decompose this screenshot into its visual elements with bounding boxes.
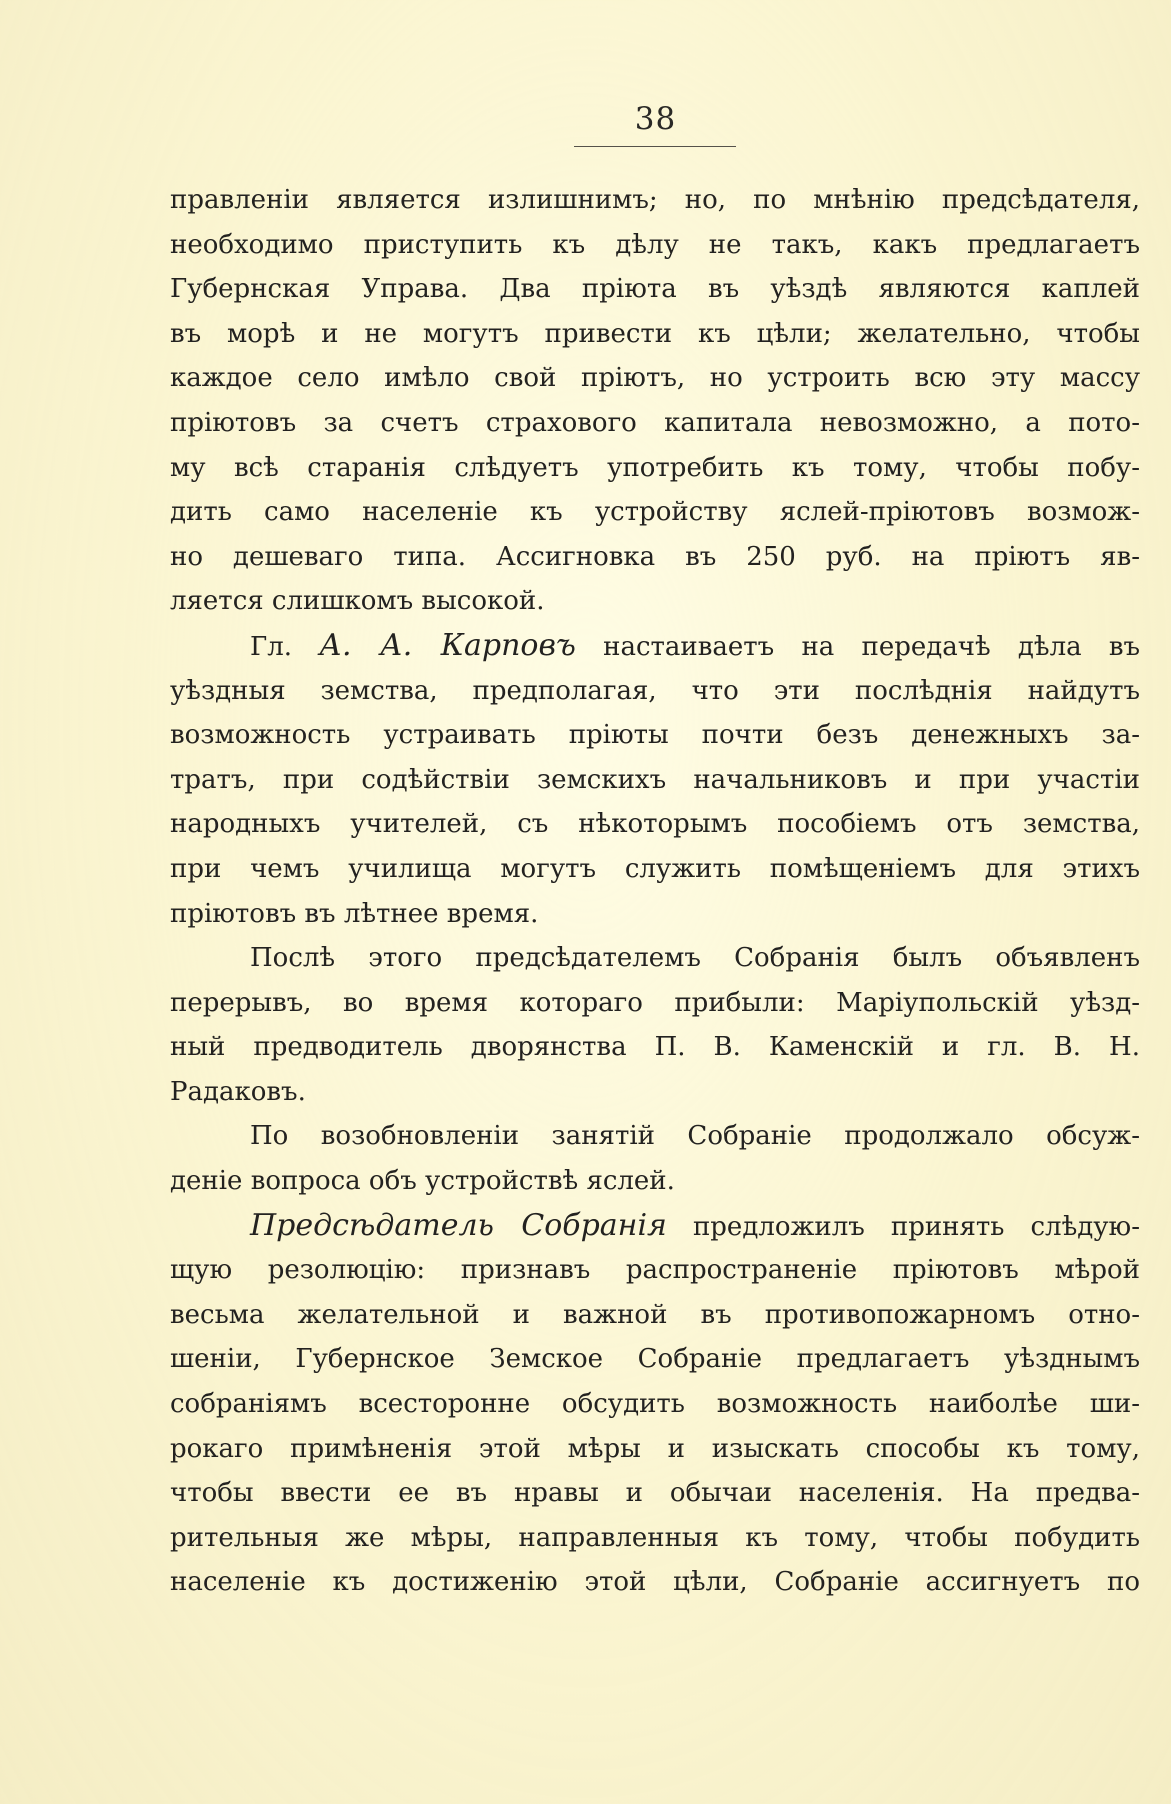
body-text xyxy=(170,178,1140,1605)
text-line: пріютовъ за счетъ страхового капитала невозможно, а пото- xyxy=(170,407,1140,438)
text-line: въ морѣ и не могутъ привести къ цѣли; желательно, чтобы xyxy=(170,318,1140,349)
speaker-name: А. А. Карповъ xyxy=(319,627,576,663)
line-prefix: Гл. xyxy=(250,631,320,662)
text-line: Послѣ этого предсѣдателемъ Собранія былъ объявленъ xyxy=(250,943,1140,974)
text-line xyxy=(170,624,1140,669)
text-line: тратъ, при содѣйствіи земскихъ начальниковъ и при участіи xyxy=(170,764,1140,795)
text-line: рокаго примѣненія этой мѣры и изыскать способы къ тому, xyxy=(170,1433,1140,1464)
text-line: пріютовъ въ лѣтнее время. xyxy=(170,898,539,929)
text-line: деніе вопроса объ устройствѣ яслей. xyxy=(170,1166,675,1197)
text-line xyxy=(170,1204,1140,1249)
text-line: му всѣ старанія слѣдуетъ употребить къ тому, чтобы побу- xyxy=(170,452,1140,483)
text-line: необходимо приступить къ дѣлу не такъ, какъ предлагаетъ xyxy=(170,229,1140,260)
text-line: ляется слишкомъ высокой. xyxy=(170,586,545,617)
text-line: перерывъ, во время котораго прибыли: Маріупольскій уѣзд- xyxy=(170,987,1140,1018)
paragraph-5 xyxy=(170,1204,1140,1605)
text-line: Губернская Управа. Два пріюта въ уѣздѣ являются каплей xyxy=(170,274,1140,305)
text-line: населеніе къ достиженію этой цѣли, Собраніе ассигнуетъ по xyxy=(170,1567,1140,1598)
speaker-name: Предсѣдатель Собранія xyxy=(250,1207,667,1243)
page-number: 38 xyxy=(634,101,677,137)
text-line: собраніямъ всесторонне обсудить возможность наиболѣе ши- xyxy=(170,1389,1140,1420)
text-line: возможность устраивать пріюты почти безъ денежныхъ за- xyxy=(170,720,1140,751)
line-suffix: настаиваетъ на передачѣ дѣла въ xyxy=(575,631,1140,662)
text-line: шеніи, Губернское Земское Собраніе предлагаетъ уѣзднымъ xyxy=(170,1344,1140,1375)
text-line: при чемъ училища могутъ служить помѣщеніемъ для этихъ xyxy=(170,853,1140,884)
line-suffix: предложилъ принять слѣдую- xyxy=(666,1211,1140,1242)
header-rule xyxy=(574,146,736,147)
text-line: По возобновленіи занятій Собраніе продолжало обсуж- xyxy=(250,1121,1140,1152)
paragraph-3 xyxy=(170,936,1140,1114)
text-line: чтобы ввести ее въ нравы и обычаи населенія. На предва- xyxy=(170,1478,1140,1509)
text-line: весьма желательной и важной въ противопожарномъ отно- xyxy=(170,1299,1140,1330)
text-line: Радаковъ. xyxy=(170,1076,306,1107)
text-line: дить само населеніе къ устройству яслей-пріютовъ возмож- xyxy=(170,497,1140,528)
text-line: народныхъ учителей, съ нѣкоторымъ пособіемъ отъ земства, xyxy=(170,809,1140,840)
text-line: но дешеваго типа. Ассигновка въ 250 руб. на пріютъ яв- xyxy=(170,541,1140,572)
paragraph-2 xyxy=(170,624,1140,936)
text-line: уѣздныя земства, предполагая, что эти послѣднія найдутъ xyxy=(170,675,1140,706)
text-line: щую резолюцію: признавъ распространеніе пріютовъ мѣрой xyxy=(170,1255,1140,1286)
paragraph-1 xyxy=(170,178,1140,624)
paragraph-4 xyxy=(170,1114,1140,1203)
text-line: ный предводитель дворянства П. В. Каменскій и гл. В. Н. xyxy=(170,1032,1140,1063)
text-line: каждое село имѣло свой пріютъ, но устроить всю эту массу xyxy=(170,363,1140,394)
text-line: правленіи является излишнимъ; но, по мнѣнію предсѣдателя, xyxy=(170,185,1140,215)
text-line: рительныя же мѣры, направленныя къ тому, чтобы побудить xyxy=(170,1522,1140,1553)
